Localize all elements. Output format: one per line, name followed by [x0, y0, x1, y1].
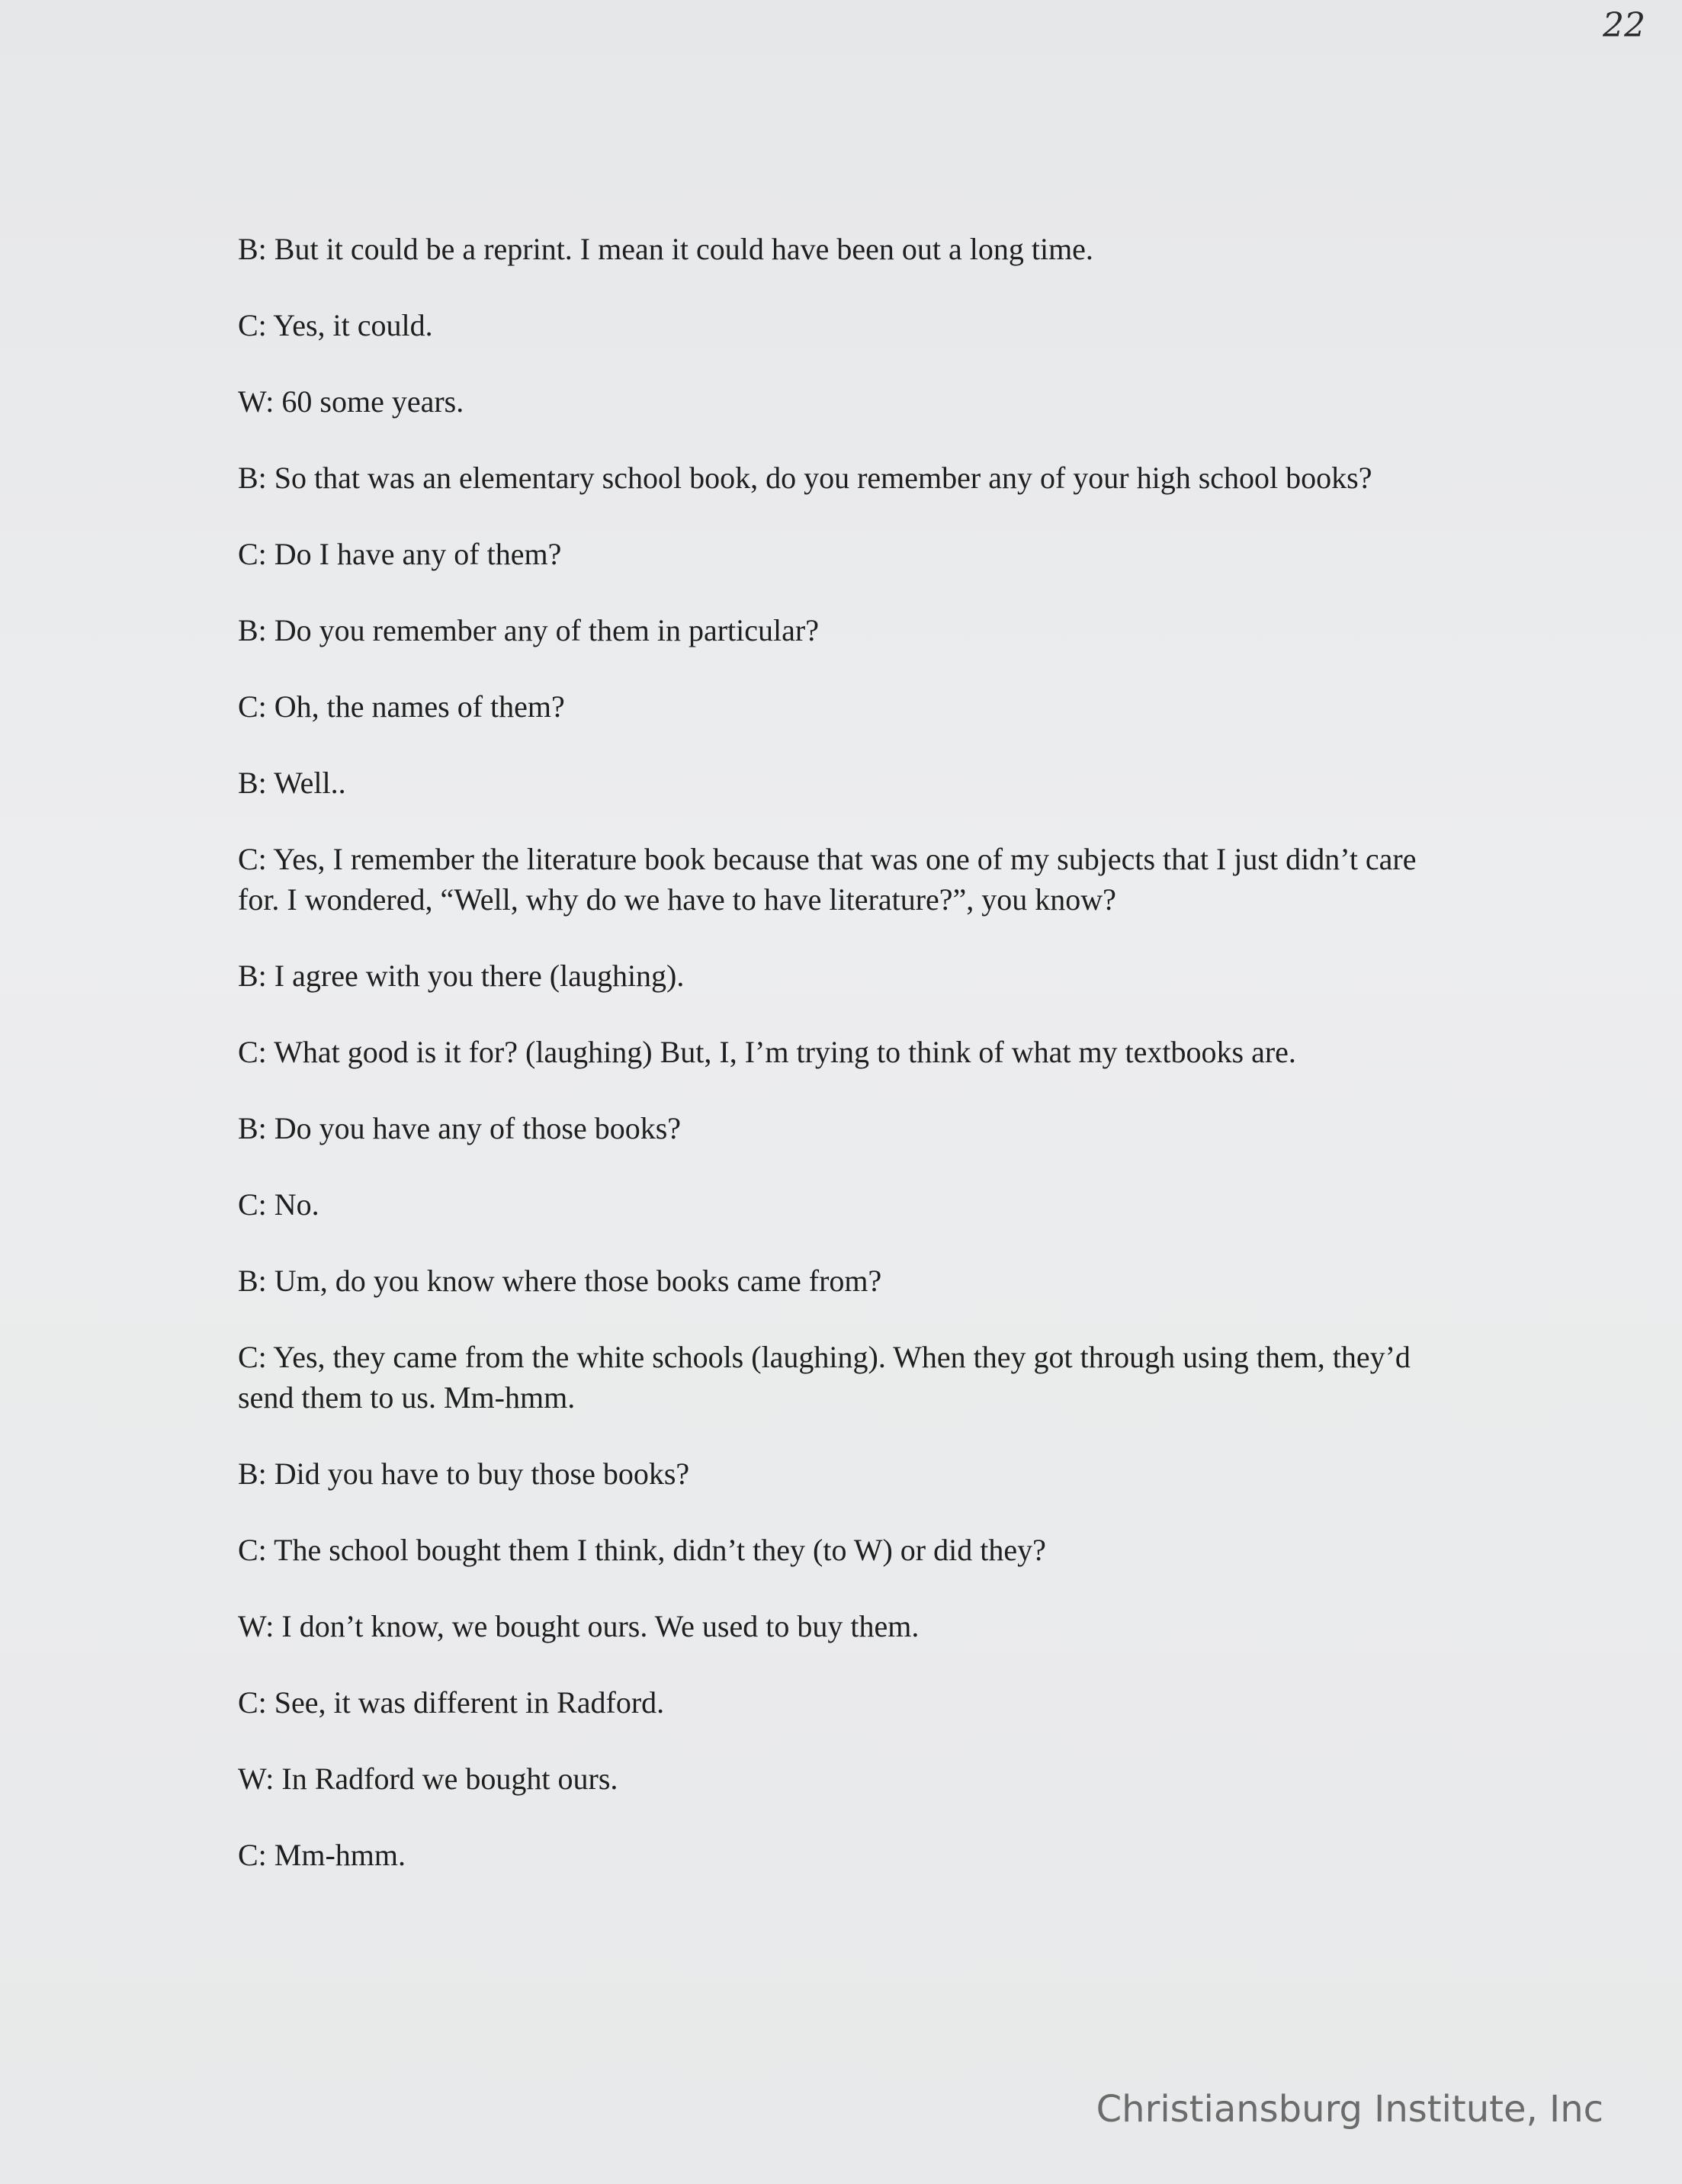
page-number: 22 [1603, 6, 1645, 45]
watermark: Christiansburg Institute, Inc [1096, 2088, 1603, 2131]
transcript-line: C: Yes, it could. [238, 308, 433, 342]
transcript-line: C: Yes, I remember the literature book because that was one of my subjects that I just didn’t care for. I wondered, “Well, why do we have to have literature?”, you know? [238, 842, 1417, 917]
transcript-line: B: But it could be a reprint. I mean it could have been out a long time. [238, 232, 1093, 266]
transcript-line: C: Mm-hmm. [238, 1838, 406, 1872]
transcript-line: B: Um, do you know where those books came from? [238, 1264, 882, 1298]
transcript-line: C: What good is it for? (laughing) But, I, I’m trying to think of what my textbooks are. [238, 1035, 1296, 1069]
transcript-line: W: 60 some years. [238, 384, 464, 419]
transcript-line: B: Do you remember any of them in particular? [238, 613, 819, 647]
transcript-line: B: Do you have any of those books? [238, 1111, 682, 1145]
transcript-line: C: Yes, they came from the white schools (laughing). When they got through using them, they’d send them to us. Mm-hmm. [238, 1340, 1411, 1415]
transcript-line: C: No. [238, 1187, 319, 1222]
transcript-line: W: In Radford we bought ours. [238, 1762, 618, 1796]
transcript-line: B: I agree with you there (laughing). [238, 959, 685, 993]
transcript-line: C: Do I have any of them? [238, 537, 562, 571]
transcript-line: C: The school bought them I think, didn’t they (to W) or did they? [238, 1533, 1046, 1567]
transcript [238, 229, 1458, 1911]
transcript-line: C: See, it was different in Radford. [238, 1685, 665, 1720]
transcript-line: B: Well.. [238, 766, 346, 800]
transcript-line: C: Oh, the names of them? [238, 689, 565, 724]
transcript-line: B: So that was an elementary school book, do you remember any of your high school books? [238, 461, 1372, 495]
transcript-line: B: Did you have to buy those books? [238, 1457, 690, 1491]
transcript-line: W: I don’t know, we bought ours. We used to buy them. [238, 1609, 920, 1643]
